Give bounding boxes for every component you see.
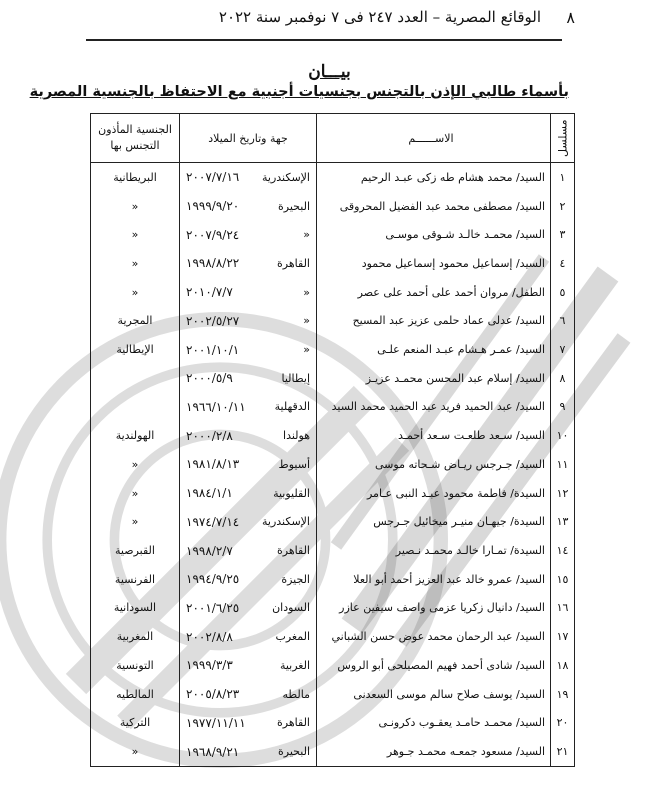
place-date-cell: [180, 737, 317, 766]
birth-place: القاهرة: [277, 544, 310, 557]
name-cell: السيد/ إسلام عبد المحسن محمـد عزيـز: [317, 364, 551, 393]
table-row: [91, 450, 575, 479]
name-cell: السيد/ دانيال زكريا عزمى واصف سيفين عازر: [317, 594, 551, 623]
nationality-cell: «: [91, 479, 180, 508]
birth-date: ١٩٩٤/٩/٢٥: [186, 572, 240, 587]
birth-date: ١٩٩٩/٣/٣: [186, 658, 233, 673]
name-cell: السيد/ محمد هشام طه زكى عبـد الرحيم: [317, 163, 551, 192]
birth-place: أسيوط: [278, 457, 310, 471]
place-date-cell: [180, 565, 317, 594]
name-cell: السيد/ محمـد خالـد شـوقى موسـى: [317, 220, 551, 249]
serial-cell: ١٩: [551, 680, 575, 709]
birth-date: ١٩٩٩/٩/٢٠: [186, 199, 240, 214]
table-row: [91, 565, 575, 594]
document-title: بيـــان: [308, 62, 351, 82]
place-date-cell: [180, 364, 317, 393]
name-cell: الطفل/ مروان أحمد على أحمد على عصر: [317, 278, 551, 307]
nationality-cell: المجرية: [91, 307, 180, 336]
header-name: الاســــــم: [317, 114, 551, 163]
serial-cell: ٦: [551, 307, 575, 336]
name-cell: السيد/ عبد الرحمان محمد عوض حسن الشباني: [317, 622, 551, 651]
header-serial: مسلسل: [551, 114, 575, 163]
table-row: [91, 421, 575, 450]
table-row: [91, 163, 575, 192]
birth-place: «: [303, 285, 310, 299]
name-cell: السيد/ مسعود جمعـه محمـد جـوهر: [317, 737, 551, 766]
table-row: [91, 622, 575, 651]
page-number: ٨: [566, 8, 575, 27]
serial-cell: ٤: [551, 249, 575, 278]
table-row: [91, 680, 575, 709]
birth-date: ٢٠٠٧/٩/٢٤: [186, 227, 240, 242]
header-rule: [86, 39, 562, 41]
table-row: [91, 364, 575, 393]
birth-date: ٢٠٠١/٦/٢٥: [186, 600, 240, 615]
table-row: [91, 307, 575, 336]
table-row: [91, 479, 575, 508]
birth-date: ٢٠٠١/١٠/١: [186, 342, 240, 357]
birth-date: ١٩٨٤/١/١: [186, 486, 233, 501]
table-row: [91, 737, 575, 766]
birth-place: الإسكندرية: [262, 515, 310, 529]
place-date-cell: [180, 479, 317, 508]
nationality-cell: «: [91, 278, 180, 307]
place-date-cell: [180, 708, 317, 737]
name-cell: السيد/ جـرجس ريـاض شـحاته موسى: [317, 450, 551, 479]
birth-place: «: [303, 228, 310, 242]
table-row: [91, 249, 575, 278]
serial-cell: ١٨: [551, 651, 575, 680]
header-place-date: جهة وتاريخ الميلاد: [180, 114, 317, 163]
table-header-row: [91, 114, 575, 163]
table-row: [91, 335, 575, 364]
table-row: [91, 507, 575, 536]
name-cell: السيد/ عمرو خالد عبد العزيز أحمد أبو العلا: [317, 565, 551, 594]
table-row: [91, 192, 575, 221]
name-cell: السيد/ عبد الحميد فريد عبد الحميد محمد السيد: [317, 393, 551, 422]
name-cell: السيد/ محمـد حامـد يعقـوب دكرونـى: [317, 708, 551, 737]
name-cell: السيدة/ فاطمة محمود عبـد النبى عـامر: [317, 479, 551, 508]
place-date-cell: [180, 421, 317, 450]
birth-place: القاهرة: [277, 256, 310, 270]
birth-date: ١٩٨١/٨/١٣: [186, 457, 240, 472]
nationality-cell: الفرنسية: [91, 565, 180, 594]
birth-date: ١٩٦٦/١٠/١١: [186, 399, 246, 414]
name-cell: السيد/ إسماعيل محمود إسماعيل محمود: [317, 249, 551, 278]
birth-place: القاهرة: [277, 716, 310, 730]
serial-cell: ٢: [551, 192, 575, 221]
serial-cell: ٨: [551, 364, 575, 393]
nationality-cell: المالطيه: [91, 680, 180, 709]
nationality-cell: التركية: [91, 708, 180, 737]
nationality-cell: «: [91, 450, 180, 479]
name-cell: السيد/ عدلى عماد حلمى عزيز عبد المسيح: [317, 307, 551, 336]
birth-date: ٢٠٠٥/٨/٢٣: [186, 687, 240, 702]
serial-cell: ١٦: [551, 594, 575, 623]
running-header: الوقائع المصرية – العدد ٢٤٧ فى ٧ نوفمبر سنة ٢٠٢٢: [218, 8, 541, 26]
table-row: [91, 536, 575, 565]
name-cell: السيد/ مصطفى محمد عبد الفضيل المحروقى: [317, 192, 551, 221]
nationality-cell: القبرصية: [91, 536, 180, 565]
nationality-cell: المغربية: [91, 622, 180, 651]
birth-date: ٢٠١٠/٧/٧: [186, 285, 233, 300]
serial-cell: ١٠: [551, 421, 575, 450]
place-date-cell: [180, 507, 317, 536]
birth-place: «: [303, 314, 310, 328]
place-date-cell: [180, 680, 317, 709]
birth-place: السودان: [272, 601, 310, 615]
birth-date: ٢٠٠٠/٢/٨: [186, 428, 233, 443]
header-nationality: الجنسية المأذون التجنس بها: [91, 114, 180, 163]
serial-cell: ٩: [551, 393, 575, 422]
birth-date: ١٩٧٤/٧/١٤: [186, 514, 240, 529]
birth-date: ٢٠٠٢/٥/٢٧: [186, 313, 240, 328]
birth-date: ٢٠٠٢/٨/٨: [186, 629, 233, 644]
table-row: [91, 594, 575, 623]
table-row: [91, 393, 575, 422]
birth-place: البحيرة: [278, 199, 310, 213]
birth-place: الغربية: [279, 658, 310, 672]
nationality-cell: التونسية: [91, 651, 180, 680]
nationality-cell: [91, 364, 180, 393]
nationality-cell: [91, 393, 180, 422]
place-date-cell: [180, 192, 317, 221]
place-date-cell: [180, 307, 317, 336]
serial-cell: ٧: [551, 335, 575, 364]
serial-cell: ٢١: [551, 737, 575, 766]
serial-cell: ١٣: [551, 507, 575, 536]
birth-date: ١٩٧٧/١١/١١: [186, 715, 246, 730]
place-date-cell: [180, 594, 317, 623]
table-row: [91, 278, 575, 307]
birth-place: الإسكندرية: [262, 170, 310, 184]
nationality-cell: «: [91, 192, 180, 221]
place-date-cell: [180, 249, 317, 278]
serial-cell: ١٥: [551, 565, 575, 594]
place-date-cell: [180, 220, 317, 249]
birth-place: مالطه: [282, 687, 310, 701]
serial-cell: ١١: [551, 450, 575, 479]
birth-date: ١٩٩٨/٢/٧: [186, 543, 233, 558]
nationality-cell: الإيطالية: [91, 335, 180, 364]
place-date-cell: [180, 163, 317, 192]
place-date-cell: [180, 450, 317, 479]
place-date-cell: [180, 393, 317, 422]
name-cell: السيد/ سـعد طلعـت سـعد أحمـد: [317, 421, 551, 450]
document-subtitle: بأسماء طالبي الإذن بالتجنس بجنسيات أجنبية مع الاحتفاظ بالجنسية المصرية: [29, 84, 569, 100]
birth-place: الجيزة: [281, 572, 310, 586]
nationality-cell: «: [91, 737, 180, 766]
place-date-cell: [180, 651, 317, 680]
serial-cell: ٣: [551, 220, 575, 249]
nationality-cell: «: [91, 507, 180, 536]
serial-cell: ٢٠: [551, 708, 575, 737]
serial-cell: ١٢: [551, 479, 575, 508]
birth-date: ١٩٦٨/٩/٢١: [186, 744, 240, 759]
birth-date: ٢٠٠٠/٥/٩: [186, 371, 233, 386]
place-date-cell: [180, 622, 317, 651]
birth-place: المغرب: [275, 630, 310, 644]
name-cell: السيد/ شادى أحمد فهيم المصيلحى أبو الروس: [317, 651, 551, 680]
birth-place: «: [303, 343, 310, 357]
name-cell: السيد/ يوسف صلاح سالم موسى السعدنى: [317, 680, 551, 709]
birth-place: إيطاليا: [281, 371, 310, 385]
birth-date: ٢٠٠٧/٧/١٦: [186, 170, 240, 185]
nationality-cell: البريطانية: [91, 163, 180, 192]
nationality-cell: «: [91, 220, 180, 249]
serial-cell: ١٤: [551, 536, 575, 565]
name-cell: السيدة/ جيهـان منيـر ميخائيل جـرجس: [317, 507, 551, 536]
birth-place: هولندا: [283, 429, 310, 443]
birth-place: الدقهلية: [274, 400, 310, 414]
place-date-cell: [180, 335, 317, 364]
birth-place: القليوبية: [273, 486, 310, 500]
table-row: [91, 708, 575, 737]
name-cell: السيدة/ تمـارا خالـد محمـد نـصير: [317, 536, 551, 565]
nationality-cell: «: [91, 249, 180, 278]
serial-cell: ١٧: [551, 622, 575, 651]
name-cell: السيد/ عمـر هـشام عبـد المنعم علـى: [317, 335, 551, 364]
serial-cell: ٥: [551, 278, 575, 307]
nationality-cell: الهولندية: [91, 421, 180, 450]
table-row: [91, 220, 575, 249]
applicants-table: [90, 113, 575, 767]
place-date-cell: [180, 278, 317, 307]
birth-place: البحيرة: [278, 745, 310, 759]
serial-cell: ١: [551, 163, 575, 192]
place-date-cell: [180, 536, 317, 565]
table-row: [91, 651, 575, 680]
birth-date: ١٩٩٨/٨/٢٢: [186, 256, 240, 271]
nationality-cell: السودانية: [91, 594, 180, 623]
